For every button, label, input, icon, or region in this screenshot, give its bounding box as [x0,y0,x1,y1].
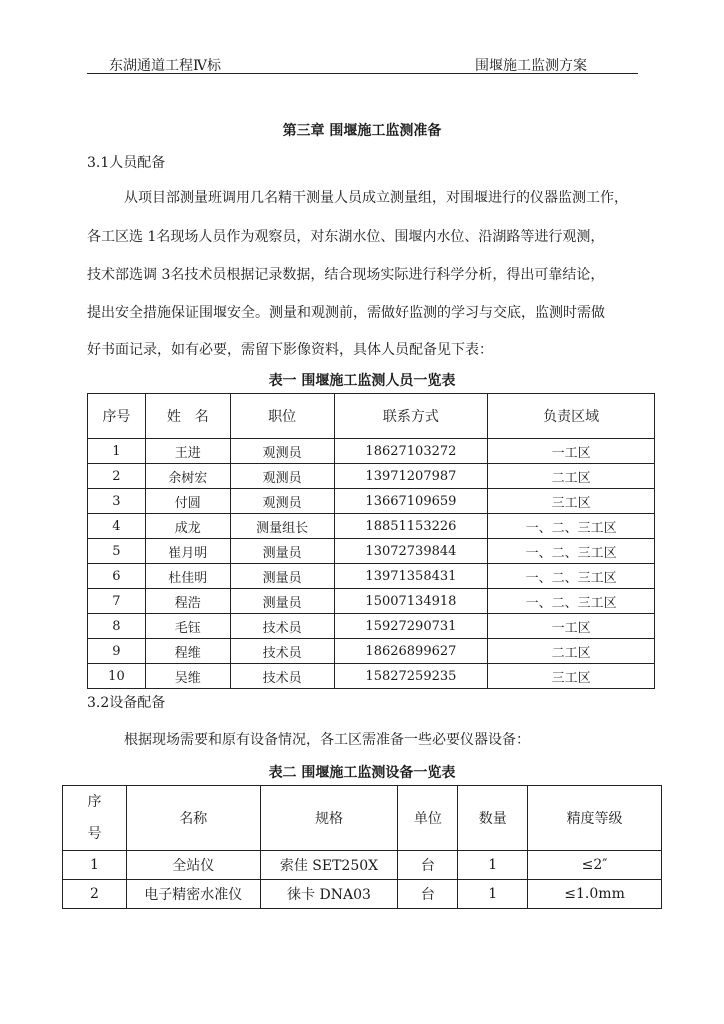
table-cell: 程维 [145,639,230,664]
table-cell: 13971358431 [334,564,488,589]
table-cell: 18851153226 [334,514,488,539]
table-cell: 付圆 [145,489,230,514]
equipment-paragraph: 根据现场需要和原有设备情况，各工区需准备一些必要仪器设备： [124,732,530,748]
table-cell: 测量员 [230,564,334,589]
column-header: 名称 [126,786,260,851]
chapter-title: 第三章 围堰施工监测准备 [282,123,442,139]
table-cell: 1 [63,851,127,880]
table-cell: 台 [398,851,458,880]
table-cell: 7 [88,589,146,614]
column-header: 负责区域 [488,394,655,439]
table-cell: 杜佳明 [145,564,230,589]
table-cell: 程浩 [145,589,230,614]
table-row [88,639,655,664]
table-cell: 一、二、三工区 [488,564,655,589]
table-cell: 一、二、三工区 [488,589,655,614]
table-row [88,589,655,614]
table-cell: 崔月明 [145,539,230,564]
table-cell: 一、二、三工区 [488,539,655,564]
column-header: 规格 [260,786,398,851]
table2-title: 表二 围堰施工监测设备一览表 [268,765,456,781]
table-cell: 3 [88,489,146,514]
paragraph-line: 技术部选调 3名技术员根据记录数据，结合现场实际进行科学分析，得出可靠结论， [87,267,605,283]
table-cell: 吴维 [145,664,230,689]
column-header: 数量 [458,786,528,851]
table-cell: 一、二、三工区 [488,514,655,539]
paragraph-line: 各工区选 1名现场人员作为观察员，对东湖水位、围堰内水位、沿湖路等进行观测， [87,229,605,245]
column-header: 联系方式 [334,394,488,439]
table-cell: 测量员 [230,539,334,564]
equipment-table [62,785,662,909]
table-row [88,439,655,464]
table-cell: 测量员 [230,589,334,614]
table-cell: ≤1.0mm [528,880,662,909]
table-row [88,514,655,539]
table-cell: 余树宏 [145,464,230,489]
table-cell: 13072739844 [334,539,488,564]
table-cell: 观测员 [230,489,334,514]
table-cell: 三工区 [488,489,655,514]
table-cell: 10 [88,664,146,689]
table-cell: 15927290731 [334,614,488,639]
table-row [63,880,662,909]
table-cell: 2 [63,880,127,909]
table-cell: 电子精密水准仪 [126,880,260,909]
table-row [88,489,655,514]
column-header: 姓 名 [145,394,230,439]
table-cell: 18626899627 [334,639,488,664]
paragraph-line: 从项目部测量班调用几名精干测量人员成立测量组，对围堰进行的仪器监测工作， [124,190,628,206]
table-cell: 13667109659 [334,489,488,514]
table-cell: 全站仪 [126,851,260,880]
table-cell: 台 [398,880,458,909]
table-row [88,664,655,689]
table-row [88,464,655,489]
paragraph-line: 好书面记录，如有必要，需留下影像资料，具体人员配备见下表： [87,342,493,358]
table-cell: 15827259235 [334,664,488,689]
table-header-row [63,786,662,851]
table-cell: 测量组长 [230,514,334,539]
table-cell: 毛钰 [145,614,230,639]
table-cell: 观测员 [230,439,334,464]
table-cell: 索佳 SET250X [260,851,398,880]
column-header: 序号 [88,394,146,439]
table-row [63,851,662,880]
column-header: 职位 [230,394,334,439]
paragraph-line: 提出安全措施保证围堰安全。测量和观测前，需做好监测的学习与交底，监测时需做 [87,305,605,321]
table-cell: 13971207987 [334,464,488,489]
table-cell: 2 [88,464,146,489]
table-cell: 王进 [145,439,230,464]
table-cell: 徕卡 DNA03 [260,880,398,909]
table-cell: 一工区 [488,439,655,464]
table-cell: 观测员 [230,464,334,489]
table-row [88,614,655,639]
column-header: 单位 [398,786,458,851]
table-cell: 1 [458,880,528,909]
table-cell: 二工区 [488,639,655,664]
column-header-seq-bottom: 号 [87,826,102,842]
table-cell: 1 [88,439,146,464]
section-heading-equipment: 3.2设备配备 [87,695,166,711]
table-cell: 1 [458,851,528,880]
table-cell: 技术员 [230,639,334,664]
column-header-seq-top: 序 [87,794,102,810]
personnel-table [87,393,655,689]
header-document-title: 围堰施工监测方案 [475,58,587,74]
column-header: 精度等级 [528,786,662,851]
table-cell: 一工区 [488,614,655,639]
column-header-seq [63,786,127,851]
header-project-name: 东湖通道工程Ⅳ标 [109,58,221,74]
table-cell: 8 [88,614,146,639]
table-cell: 18627103272 [334,439,488,464]
table1-title: 表一 围堰施工监测人员一览表 [268,373,456,389]
header-divider [87,73,638,74]
table-header-row [88,394,655,439]
section-heading-personnel: 3.1人员配备 [87,155,166,171]
table-cell: 三工区 [488,664,655,689]
table-cell: 技术员 [230,614,334,639]
table-row [88,564,655,589]
table-row [88,539,655,564]
table-cell: 技术员 [230,664,334,689]
table-cell: 4 [88,514,146,539]
table-cell: 二工区 [488,464,655,489]
table-cell: 15007134918 [334,589,488,614]
table-cell: 6 [88,564,146,589]
table-cell: 5 [88,539,146,564]
table-cell: 9 [88,639,146,664]
table-cell: 成龙 [145,514,230,539]
table-cell: ≤2″ [528,851,662,880]
